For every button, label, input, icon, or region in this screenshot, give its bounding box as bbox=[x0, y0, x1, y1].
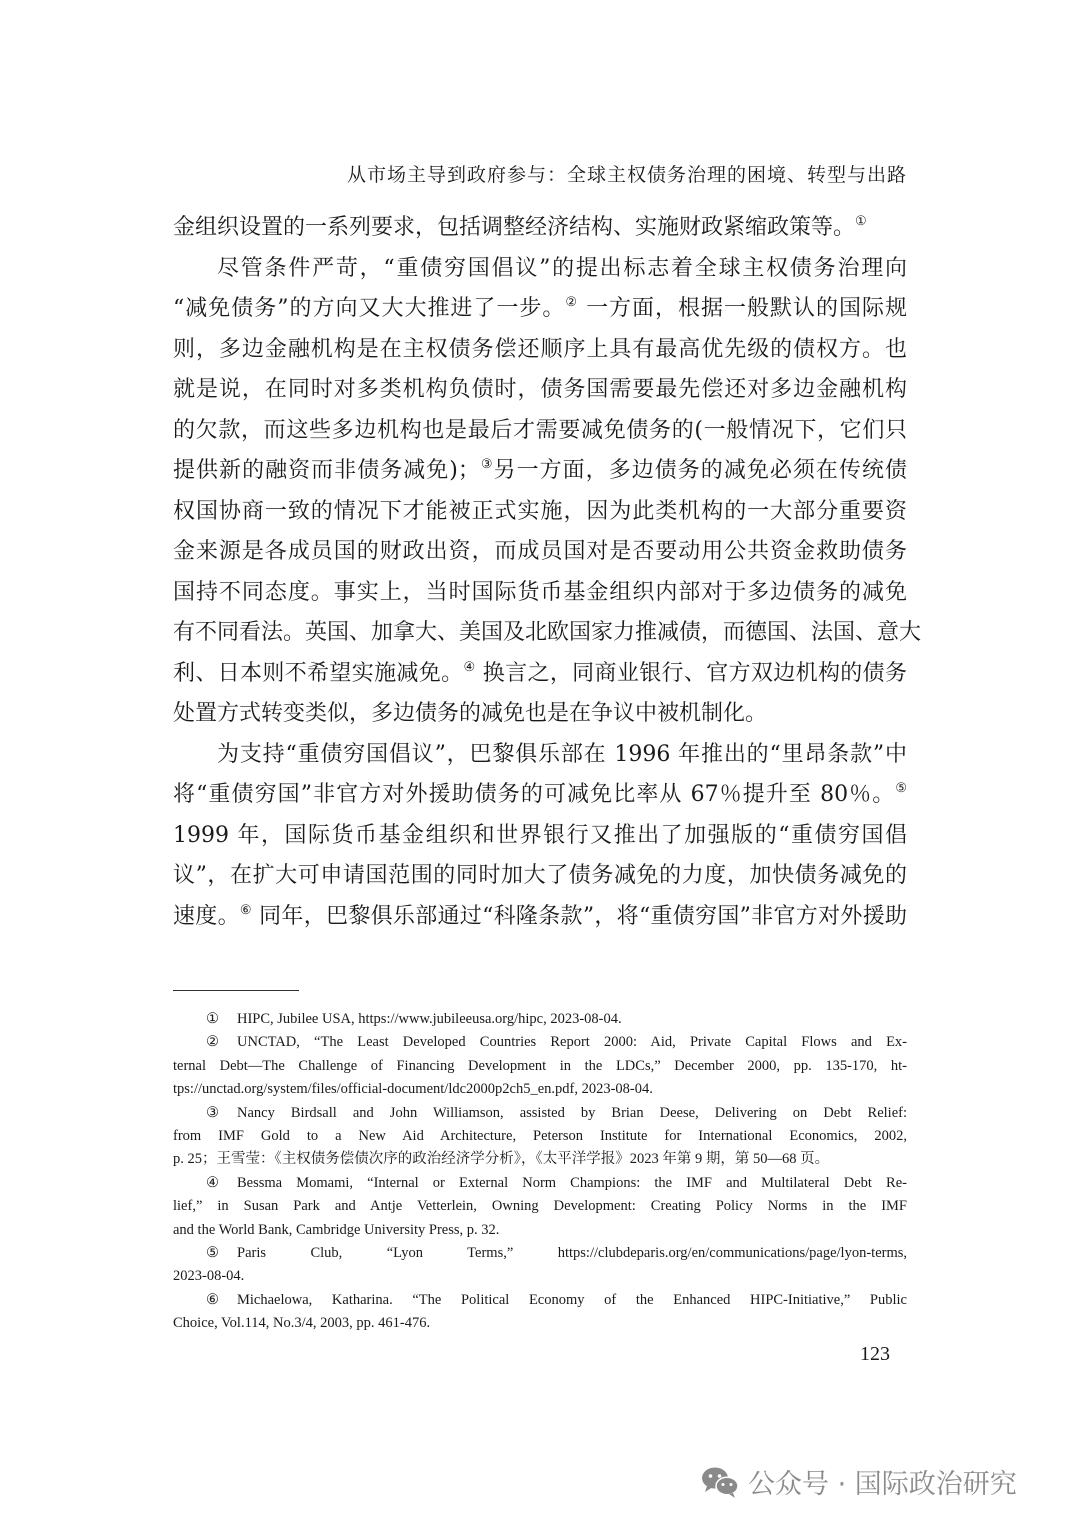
footnote-text: HIPC, Jubilee USA, https://www.jubileeusa.org/hipc, 2023-08-04. bbox=[237, 1011, 622, 1027]
body-line: 有不同看法。英国、加拿大、美国及北欧国家力推减债，而德国、法国、意大 bbox=[173, 620, 922, 645]
footnote-marker: ③ bbox=[206, 1104, 219, 1121]
footnote-text: Paris Club, “Lyon Terms,” https://clubdeparis.org/en/communications/page/lyon-terms, bbox=[237, 1244, 907, 1261]
wechat-icon bbox=[700, 1465, 740, 1499]
footnote-marker: ⑥ bbox=[206, 1291, 219, 1308]
footnote-marker: ④ bbox=[206, 1174, 219, 1191]
page-number: 123 bbox=[860, 1343, 890, 1365]
footnote-ref[interactable]: ① bbox=[855, 214, 867, 229]
footnote-text: lief,” in Susan Park and Antje Vetterlein, Owning Development: Creating Policy Norms in the IMF bbox=[173, 1198, 907, 1215]
footnote-text: and the World Bank, Cambridge University Press, p. 32. bbox=[173, 1221, 500, 1238]
running-head: 从市场主导到政府参与：全球主权债务治理的困境、转型与出路 bbox=[346, 164, 907, 186]
footnote-ref[interactable]: ④ bbox=[463, 659, 476, 675]
body-line: 将“重债穷国”非官方对外援助债务的可减免比率从 67％提升至 80％。⑤ bbox=[173, 781, 907, 807]
body-line: 提供新的融资而非债务减免)；③另一方面，多边债务的减免必须在传统债 bbox=[173, 457, 907, 483]
body-line: 金来源是各成员国的财政出资，而成员国对是否要动用公共资金救助债务 bbox=[173, 539, 907, 564]
watermark bbox=[700, 1462, 1017, 1501]
footnote-ref[interactable]: ② bbox=[565, 295, 579, 310]
footnote-text: Choice, Vol.114, No.3/4, 2003, pp. 461-476. bbox=[173, 1315, 431, 1332]
footnote-text: 2023-08-04. bbox=[173, 1268, 245, 1285]
footnote-marker: ① bbox=[206, 1011, 219, 1027]
body-line: 就是说，在同时对多类机构负债时，债务国需要最先偿还对多边金融机构 bbox=[173, 377, 907, 402]
footnote-marker: ⑤ bbox=[206, 1244, 219, 1261]
footnote-item bbox=[173, 1242, 907, 1289]
body-line: 处置方式转变类似，多边债务的减免也是在争议中被机制化。 bbox=[173, 701, 768, 726]
body-line: 1999 年，国际货币基金组织和世界银行又推出了加强版的“重债穷国倡 bbox=[173, 822, 907, 848]
body-line: 利、日本则不希望实施减免。④ 换言之，同商业银行、官方双边机构的债务 bbox=[173, 659, 907, 686]
footnote-item bbox=[173, 1102, 907, 1172]
footnote-item bbox=[173, 1172, 907, 1242]
body-line: 议”，在扩大可申请国范围的同时加大了债务减免的力度，加快债务减免的 bbox=[173, 863, 907, 888]
watermark-text: 公众号 · 国际政治研究 bbox=[748, 1469, 1017, 1500]
footnote-text: Nancy Birdsall and John Williamson, assisted by Brian Deese, Delivering on Debt Relief: bbox=[237, 1104, 907, 1121]
body-line: 为支持“重债穷国倡议”，巴黎俱乐部在 1996 年推出的“里昂条款”中 bbox=[217, 741, 907, 767]
footnote-item bbox=[173, 1008, 907, 1031]
footnote-ref[interactable]: ⑥ bbox=[239, 902, 252, 918]
footnote-ref[interactable]: ⑤ bbox=[895, 781, 907, 796]
footnote-text: ternal Debt—The Challenge of Financing Development in the LDCs,” December 2000, pp. 135-170, ht- bbox=[173, 1057, 907, 1074]
body-line: 金组织设置的一系列要求，包括调整经济结构、实施财政紧缩政策等。① bbox=[173, 214, 867, 240]
footnote-text: Bessma Momami, “Internal or External Norm Champions: the IMF and Multilateral Debt Re- bbox=[237, 1174, 907, 1191]
footnotes bbox=[173, 1008, 907, 1335]
footnote-text: p. 25；王雪莹：《主权债务偿债次序的政治经济学分析》，《太平洋学报》2023 年第 9 期，第 50—68 页。 bbox=[173, 1151, 830, 1168]
body-line: 国持不同态度。事实上，当时国际货币基金组织内部对于多边债务的减免 bbox=[173, 579, 907, 605]
body-line: 速度。⑥ 同年，巴黎俱乐部通过“科隆条款”，将“重债穷国”非官方对外援助 bbox=[173, 902, 907, 929]
body-text bbox=[173, 208, 922, 937]
footnote-text: tps://unctad.org/system/files/official-document/ldc2000p2ch5_en.pdf, 2023-08-04. bbox=[173, 1081, 653, 1098]
body-line: 则，多边金融机构是在主权债务偿还顺序上具有最高优先级的债权方。也 bbox=[173, 336, 907, 362]
footnote-text: Michaelowa, Katharina. “The Political Economy of the Enhanced HIPC-Initiative,” Public bbox=[237, 1291, 907, 1308]
body-line: “减免债务”的方向又大大推进了一步。② 一方面，根据一般默认的国际规 bbox=[173, 295, 908, 321]
footnote-marker: ② bbox=[206, 1034, 219, 1051]
footnote-ref[interactable]: ③ bbox=[479, 457, 494, 472]
footnote-divider bbox=[173, 990, 299, 991]
footnote-text: from IMF Gold to a New Aid Architecture, Peterson Institute for International Economics, 2002, bbox=[173, 1127, 907, 1144]
body-line: 权国协商一致的情况下才能被正式实施，因为此类机构的一大部分重要资 bbox=[173, 498, 907, 524]
body-line: 的欠款，而这些多边机构也是最后才需要减免债务的(一般情况下，它们只 bbox=[173, 417, 907, 443]
body-line: 尽管条件严苛，“重债穷国倡议”的提出标志着全球主权债务治理向 bbox=[217, 255, 907, 281]
footnote-text: UNCTAD, “The Least Developed Countries Report 2000: Aid, Private Capital Flows and Ex- bbox=[237, 1034, 907, 1051]
footnote-item bbox=[173, 1031, 907, 1101]
footnote-item bbox=[173, 1289, 907, 1336]
